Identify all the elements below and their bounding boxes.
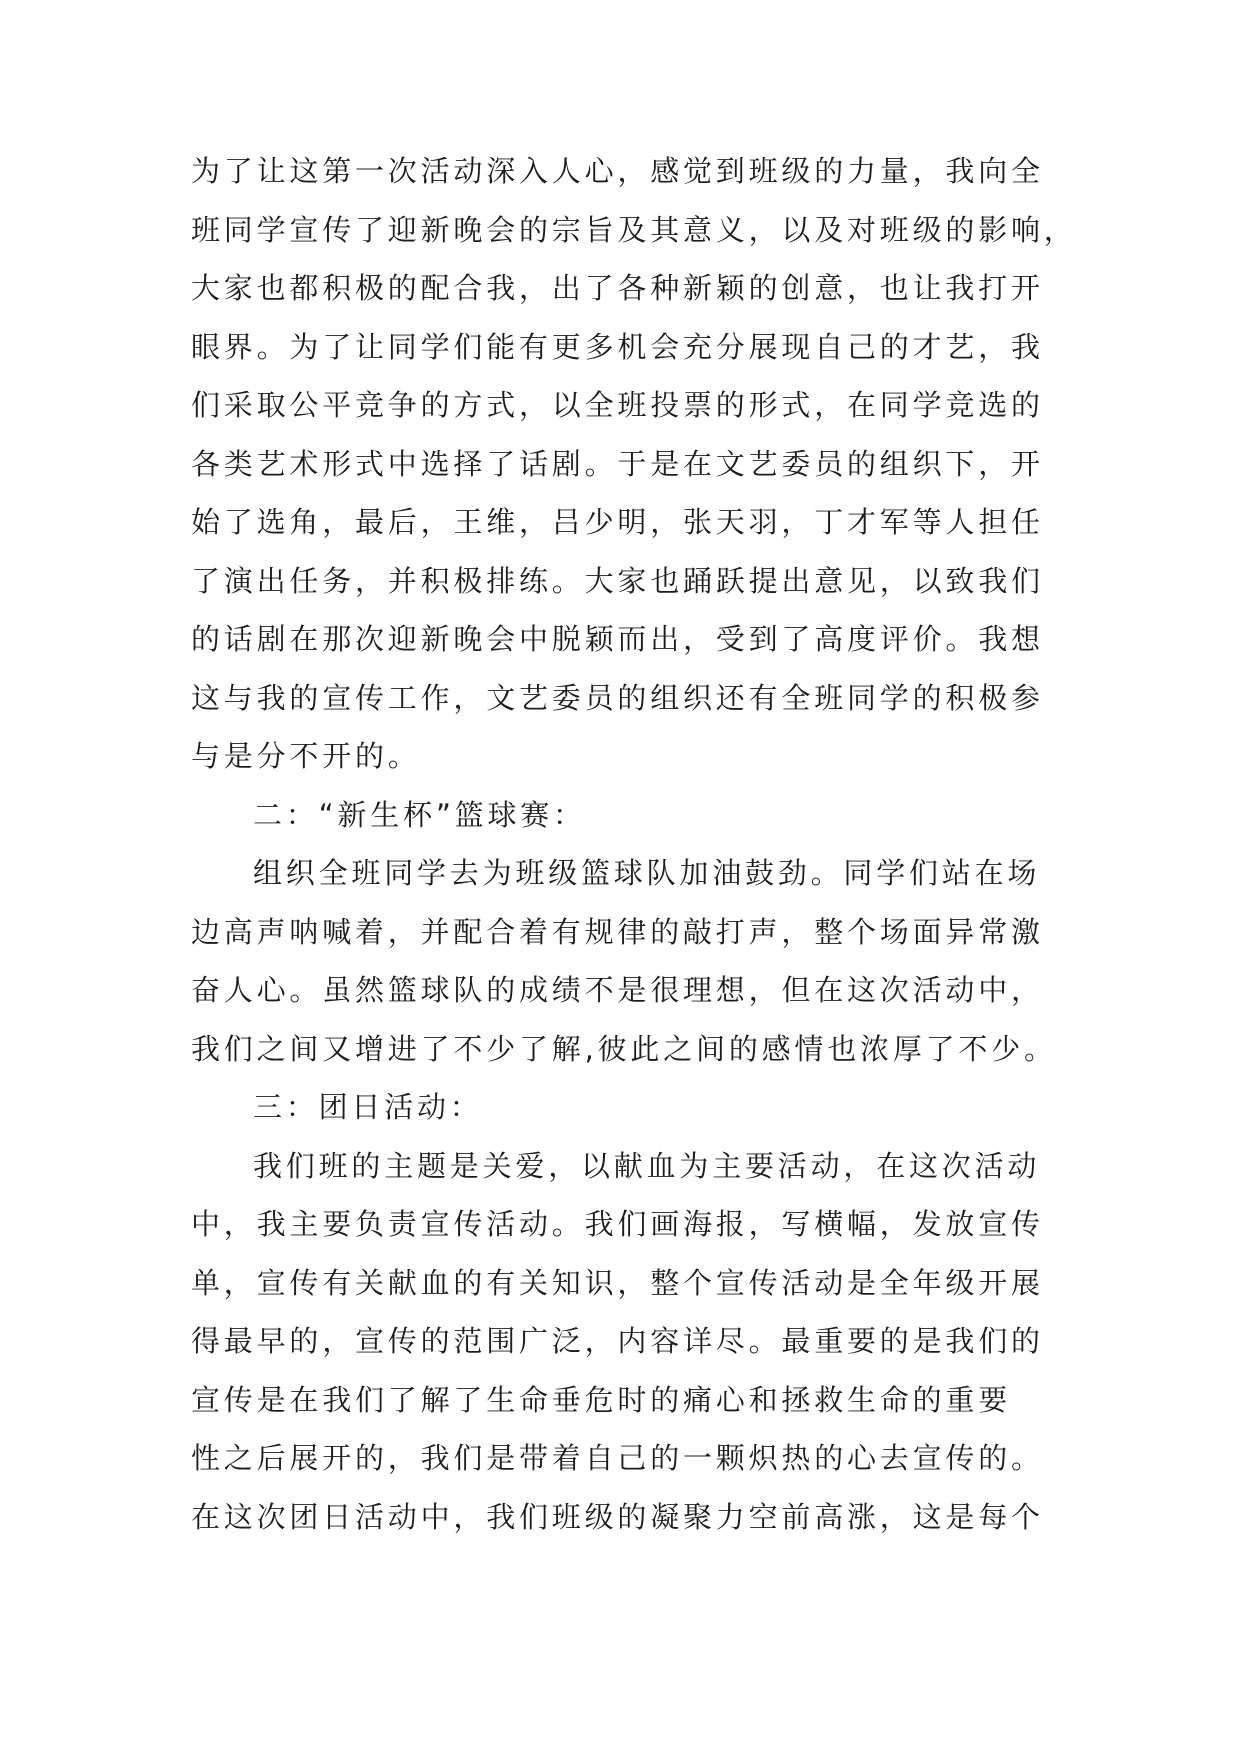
text-line: 这与我的宣传工作，文艺委员的组织还有全班同学的积极参 [191,681,1044,715]
text-line: 大家也都积极的配合我，出了各种新颖的创意，也让我打开 [191,271,1044,305]
text-line: 性之后展开的，我们是带着自己的一颗炽热的心去宣传的。 [191,1441,1044,1475]
text-line: 了演出任务，并积极排练。大家也踊跃提出意见，以致我们 [191,564,1044,598]
text-line: 班同学宣传了迎新晚会的宗旨及其意义，以及对班级的影响， [191,213,1077,247]
text-line: 我们之间又增进了不少了解,彼此之间的感情也浓厚了不少。 [191,1032,1057,1066]
text-line: 奋人心。虽然篮球队的成绩不是很理想，但在这次活动中， [191,973,1044,1007]
text-line: 组织全班同学去为班级篮球队加油鼓劲。同学们站在场 [253,856,1041,890]
section-heading: 二：“新生杯”篮球赛： [253,798,586,832]
text-line: 眼界。为了让同学们能有更多机会充分展现自己的才艺，我 [191,330,1044,364]
text-line: 的话剧在那次迎新晚会中脱颖而出，受到了高度评价。我想 [191,622,1044,656]
text-line: 中，我主要负责宣传活动。我们画海报，写横幅，发放宣传 [191,1207,1044,1241]
text-line: 宣传是在我们了解了生命垂危时的痛心和拯救生命的重要 [191,1383,1012,1417]
text-line: 们采取公平竞争的方式，以全班投票的形式，在同学竞选的 [191,388,1044,422]
text-line: 我们班的主题是关爱，以献血为主要活动，在这次活动 [253,1149,1041,1183]
text-line: 各类艺术形式中选择了话剧。于是在文艺委员的组织下，开 [191,447,1044,481]
text-line: 单，宣传有关献血的有关知识，整个宣传活动是全年级开展 [191,1266,1044,1300]
text-line: 边高声呐喊着，并配合着有规律的敲打声，整个场面异常激 [191,915,1044,949]
text-line: 得最早的，宣传的范围广泛，内容详尽。最重要的是我们的 [191,1324,1044,1358]
text-line: 为了让这第一次活动深入人心，感觉到班级的力量，我向全 [191,154,1044,188]
text-line: 始了选角，最后，王维，吕少明，张天羽，丁才军等人担任 [191,505,1044,539]
section-heading: 三：团日活动： [253,1090,483,1124]
text-line: 在这次团日活动中，我们班级的凝聚力空前高涨，这是每个 [191,1500,1044,1534]
text-line: 与是分不开的。 [191,739,421,773]
